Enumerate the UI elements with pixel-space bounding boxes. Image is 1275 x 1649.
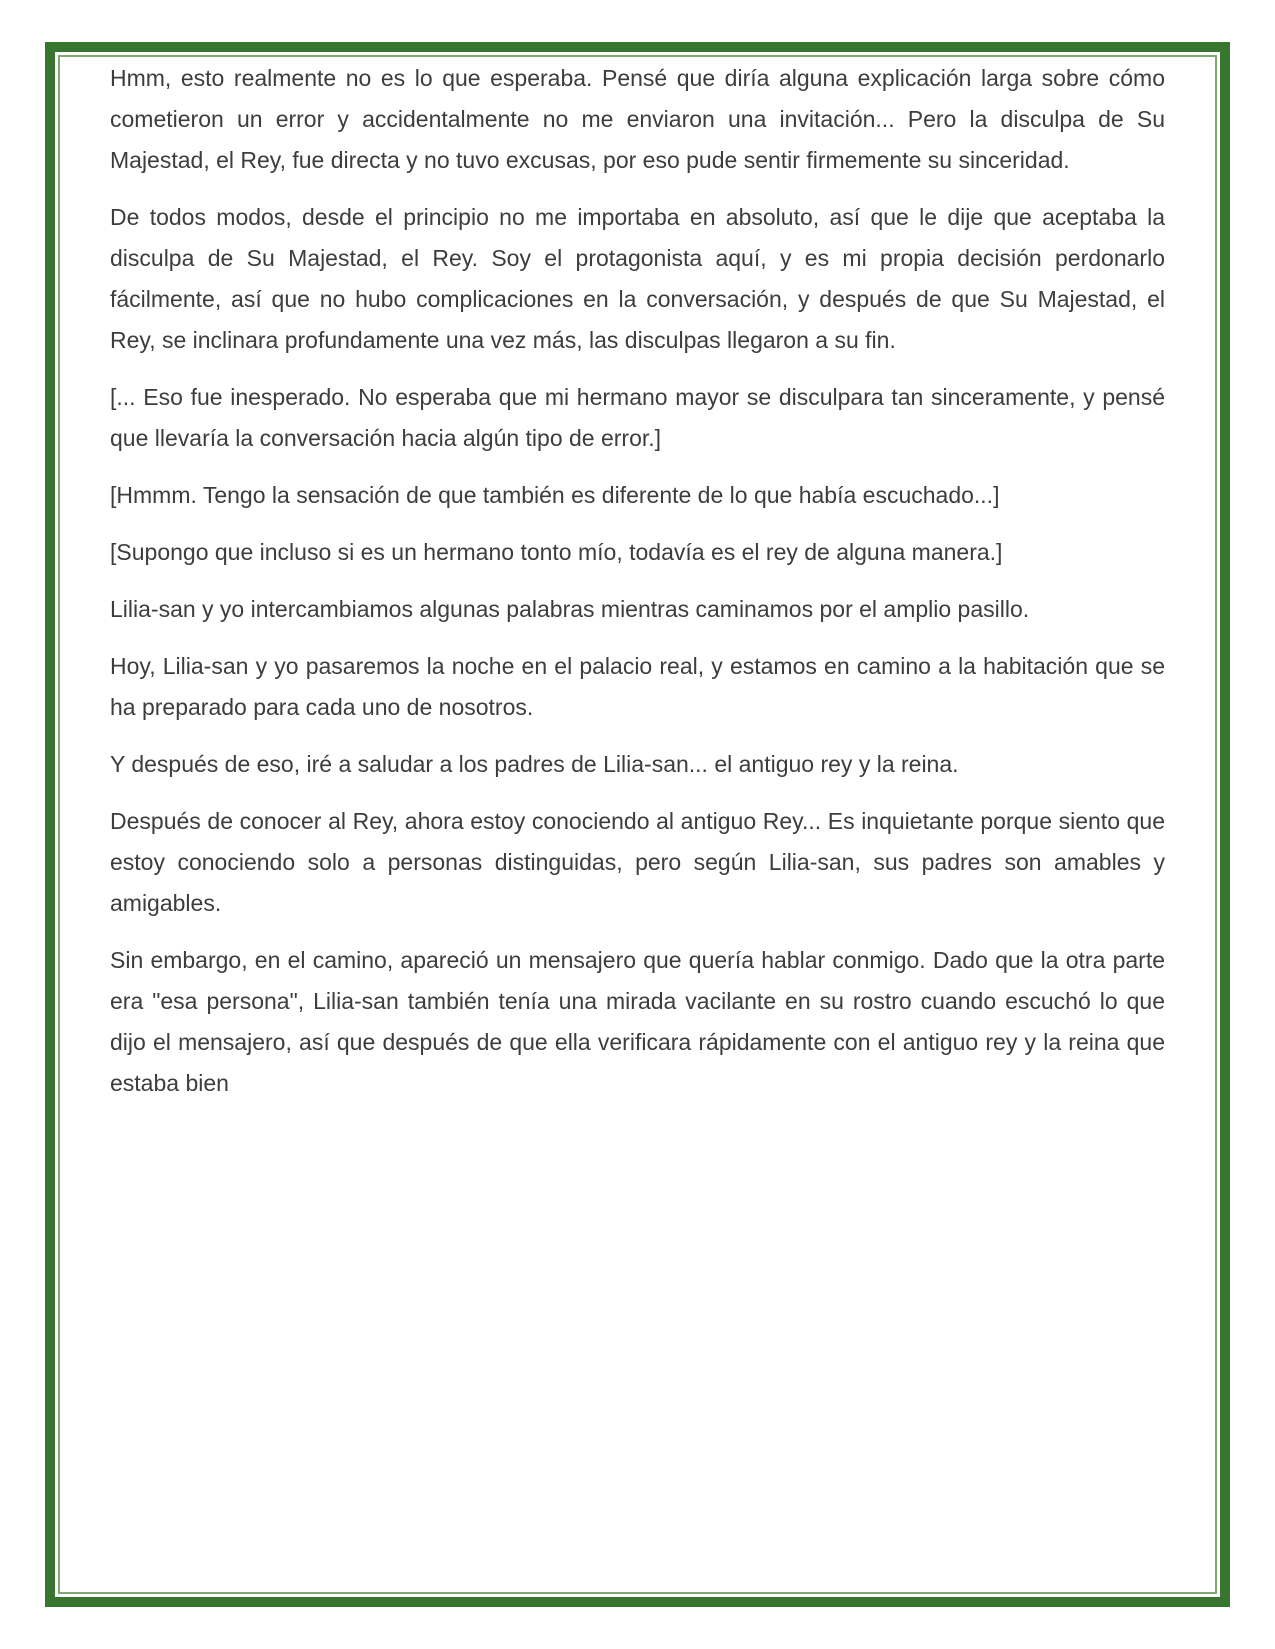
paragraph: Sin embargo, en el camino, apareció un mensajero que quería hablar conmigo. Dado que la otra parte era "esa persona", Lilia-san también tenía una mirada vacilante en su rostro cuando escuchó lo que dijo el mensajero, así que después de que ella verificara rápidamente con el antiguo rey y la reina que estaba bien [110,947,1165,1096]
paragraph: [... Eso fue inesperado. No esperaba que mi hermano mayor se disculpara tan sinceramente, y pensé que llevaría la conversación hacia algún tipo de error.] [110,384,1165,451]
paragraph: De todos modos, desde el principio no me importaba en absoluto, así que le dije que aceptaba la disculpa de Su Majestad, el Rey. Soy el protagonista aquí, y es mi propia decisión perdonarlo fácilmente, así que no hubo complicaciones en la conversación, y después de que Su Majestad, el Rey, se inclinara profundamente una vez más, las disculpas llegaron a su fin. [110,204,1165,353]
paragraph: Y después de eso, iré a saludar a los padres de Lilia-san... el antiguo rey y la reina. [110,751,959,777]
paragraph: [Hmmm. Tengo la sensación de que también es diferente de lo que había escuchado...] [110,482,1000,508]
paragraph: Hmm, esto realmente no es lo que esperaba. Pensé que diría alguna explicación larga sobre cómo cometieron un error y accidentalmente no me enviaron una invitación... Pero la disculpa de Su Majestad, el Rey, fue directa y no tuvo excusas, por eso pude sentir firmemente su sinceridad. [110,65,1165,173]
paragraph: Hoy, Lilia-san y yo pasaremos la noche en el palacio real, y estamos en camino a la habitación que se ha preparado para cada uno de nosotros. [110,653,1165,720]
paragraph: Después de conocer al Rey, ahora estoy conociendo al antiguo Rey... Es inquietante porque siento que estoy conociendo solo a personas distinguidas, pero según Lilia-san, sus padres son amables y amigables. [110,808,1165,916]
paragraph: [Supongo que incluso si es un hermano tonto mío, todavía es el rey de alguna manera.] [110,539,1003,565]
document-body [110,58,1165,1629]
paragraph: Lilia-san y yo intercambiamos algunas palabras mientras caminamos por el amplio pasillo. [110,596,1030,622]
